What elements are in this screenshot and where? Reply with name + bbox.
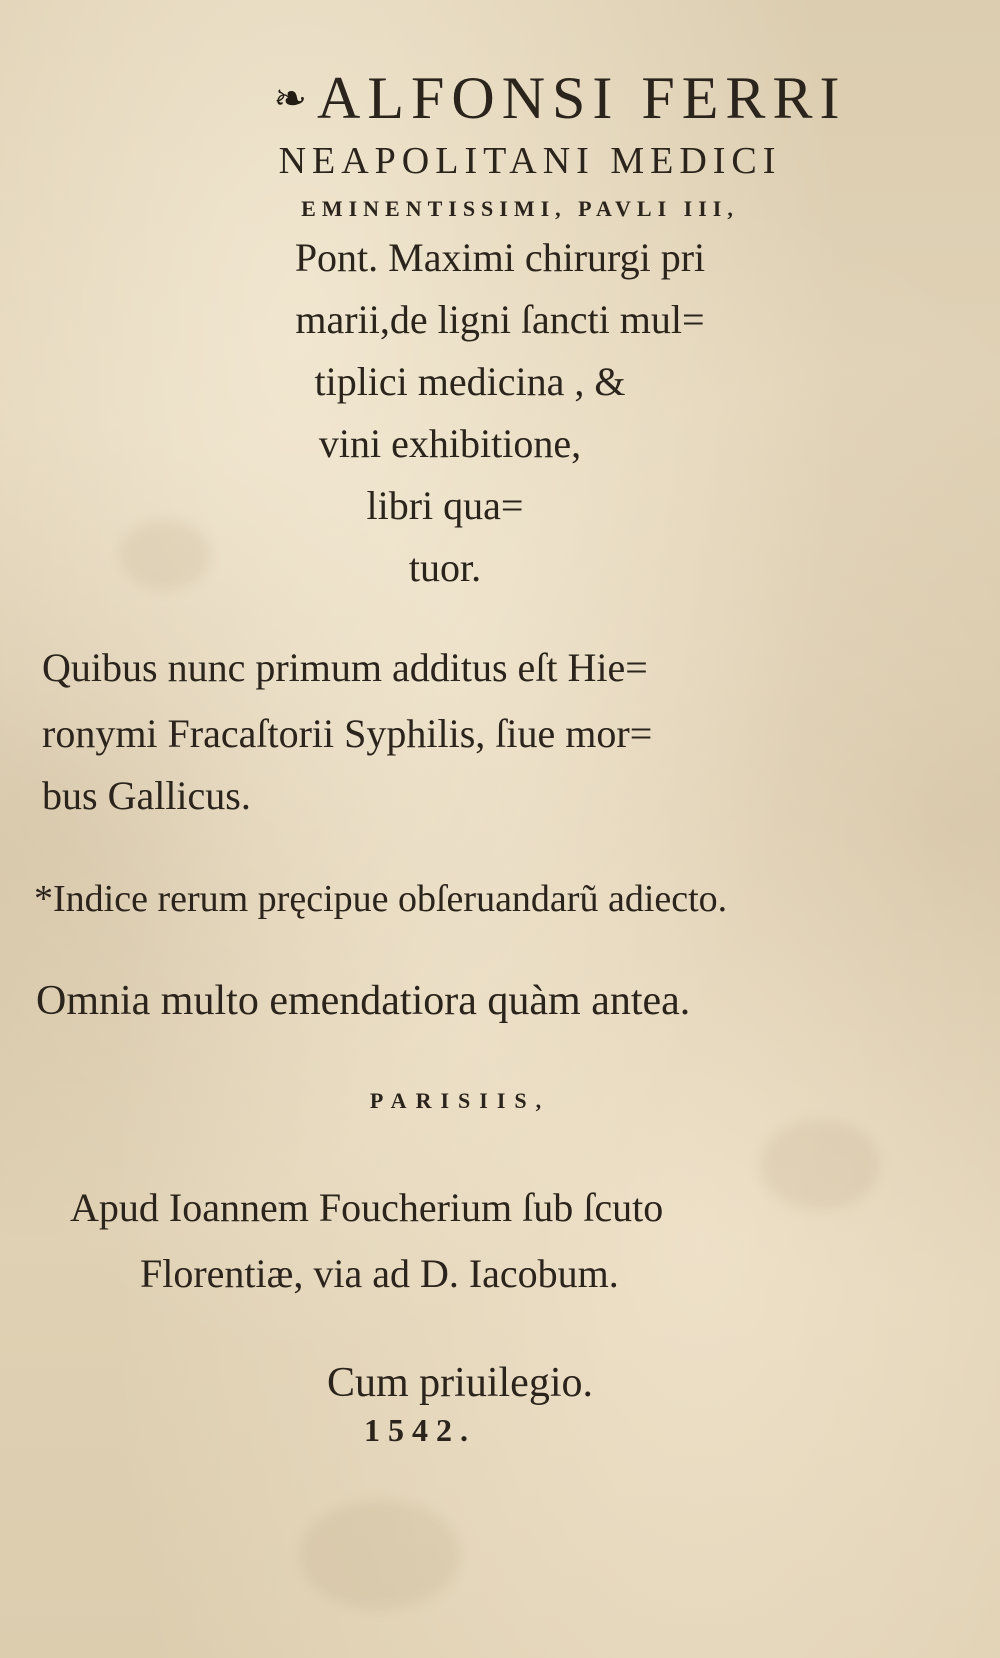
title-line-8: libri qua= (366, 483, 524, 528)
addition-line-1: Quibus nunc primum additus eſt Hie= (42, 645, 648, 690)
addition-line-2: ronymi Fracaſtorii Syphilis, ſiue mor= (42, 711, 653, 756)
title-line-2: NEAPOLITANI MEDICI (278, 140, 782, 182)
imprint-year: 1542. (364, 1412, 476, 1448)
addition-line-3: bus Gallicus. (42, 773, 251, 818)
title-line-4: Pont. Maximi chirurgi pri (294, 235, 706, 280)
title-author: ALFONSI FERRI (317, 65, 847, 131)
title-line-9: tuor. (408, 545, 482, 590)
imprint-privilege: Cum priuilegio. (327, 1360, 593, 1406)
paper-stain (300, 1500, 460, 1610)
title-line-3: EMINENTISSIMI, PAVLI III, (301, 196, 739, 221)
title-line-1 (60, 65, 1000, 131)
title-line-6: tiplici medicina , & (314, 359, 626, 404)
emendation-note: Omnia multo emendatiora quàm antea. (36, 978, 691, 1024)
title-line-7: vini exhibitione, (318, 421, 582, 466)
imprint-city: PARISIIS, (369, 1088, 551, 1113)
index-note: *Indice rerum pręcipue obſeruandarũ adiecto. (34, 878, 728, 920)
imprint-printer-line-1: Apud Ioannem Foucherium ſub ſcuto (70, 1185, 664, 1230)
fleuron-icon: ❧ (273, 76, 308, 121)
imprint-printer-line-2: Florentiæ, via ad D. Iacobum. (140, 1251, 619, 1296)
title-line-5: marii,de ligni ſancti mul= (295, 297, 705, 342)
